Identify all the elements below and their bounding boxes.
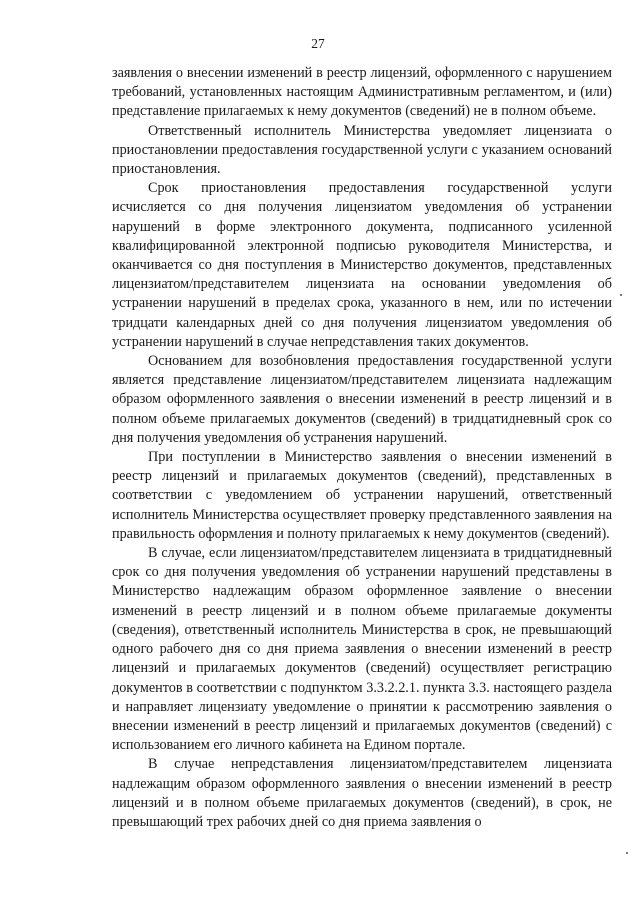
paragraph-receipt-check: При поступлении в Министерство заявления о внесении изменений в реестр лицензий и прилагаемых документов (сведений), представленных в соответствии с уведомлением об устранении нарушений, ответственный исполнитель Министерства осуществляет проверку представленного заявления на правильность оформления и полноту прилагаемых к нему документов (сведений).	[112, 449, 612, 542]
paragraph-suspension-term: Срок приостановления предоставления государственной услуги исчисляется со дня получения лицензиатом уведомления об устранении нарушений в форме электронного документа, подписанного усиленной квалифицированной электронной подписью руководителя Министерства, и оканчивается со дня поступления в Министерство документов, представленных лицензиатом/представителем лицензиата на основании уведомления об устранении нарушений в пределах срока, указанного в нем, или по истечении тридцати календарных дней со дня получения лицензиатом уведомления об устранении нарушений в случае непредставления таких документов.	[112, 180, 612, 350]
paragraph-non-submission: В случае непредставления лицензиатом/представителем лицензиата надлежащим образом оформленного заявления о внесении изменений в реестр лицензий и в полном объеме прилагаемых документов (сведений), в срок, не превышающий трех рабочих дней со дня приема заявления о	[112, 756, 612, 830]
scan-speck	[620, 294, 622, 296]
paragraph-notification: Ответственный исполнитель Министерства уведомляет лицензиата о приостановлении предоставления государственной услуги с указанием оснований приостановления.	[112, 122, 612, 178]
page-number: 27	[311, 36, 325, 51]
paragraph-resumption-basis: Основанием для возобновления предоставления государственной услуги является представление лицензиатом/представителем лицензиата надлежащим образом оформленного заявления о внесении изменений в реестр лицензий и в полном объеме прилагаемых документов (сведений) в тридцатидневный срок со дня получения уведомления об устранения нарушений.	[112, 353, 612, 446]
paragraph-registration: В случае, если лицензиатом/представителем лицензиата в тридцатидневный срок со дня получения уведомления об устранении нарушений представлены в Министерство надлежащим образом оформленное заявление о внесении изменений в реестр лицензий и в полном объеме прилагаемые документы (сведения), ответственный исполнитель Министерства в срок, не превышающий одного рабочего дня со дня приема заявления о внесении изменений в реестр лицензий и прилагаемых документов (сведений) осуществляет регистрацию документов в соответствии с подпунктом 3.3.2.2.1. пункта 3.3. настоящего раздела и направляет лицензиату уведомление о принятии к рассмотрению заявления о внесении изменений в реестр лицензий и прилагаемых документов (сведений) с использованием его личного кабинета на Едином портале.	[112, 545, 612, 754]
document-body	[112, 64, 612, 832]
paragraph-continuation: заявления о внесении изменений в реестр лицензий, оформленного с нарушением требований, установленных настоящим Административным регламентом, и (или) представление прилагаемых к нему документов (сведений) не в полном объеме.	[112, 65, 612, 120]
scan-speck	[626, 852, 628, 854]
